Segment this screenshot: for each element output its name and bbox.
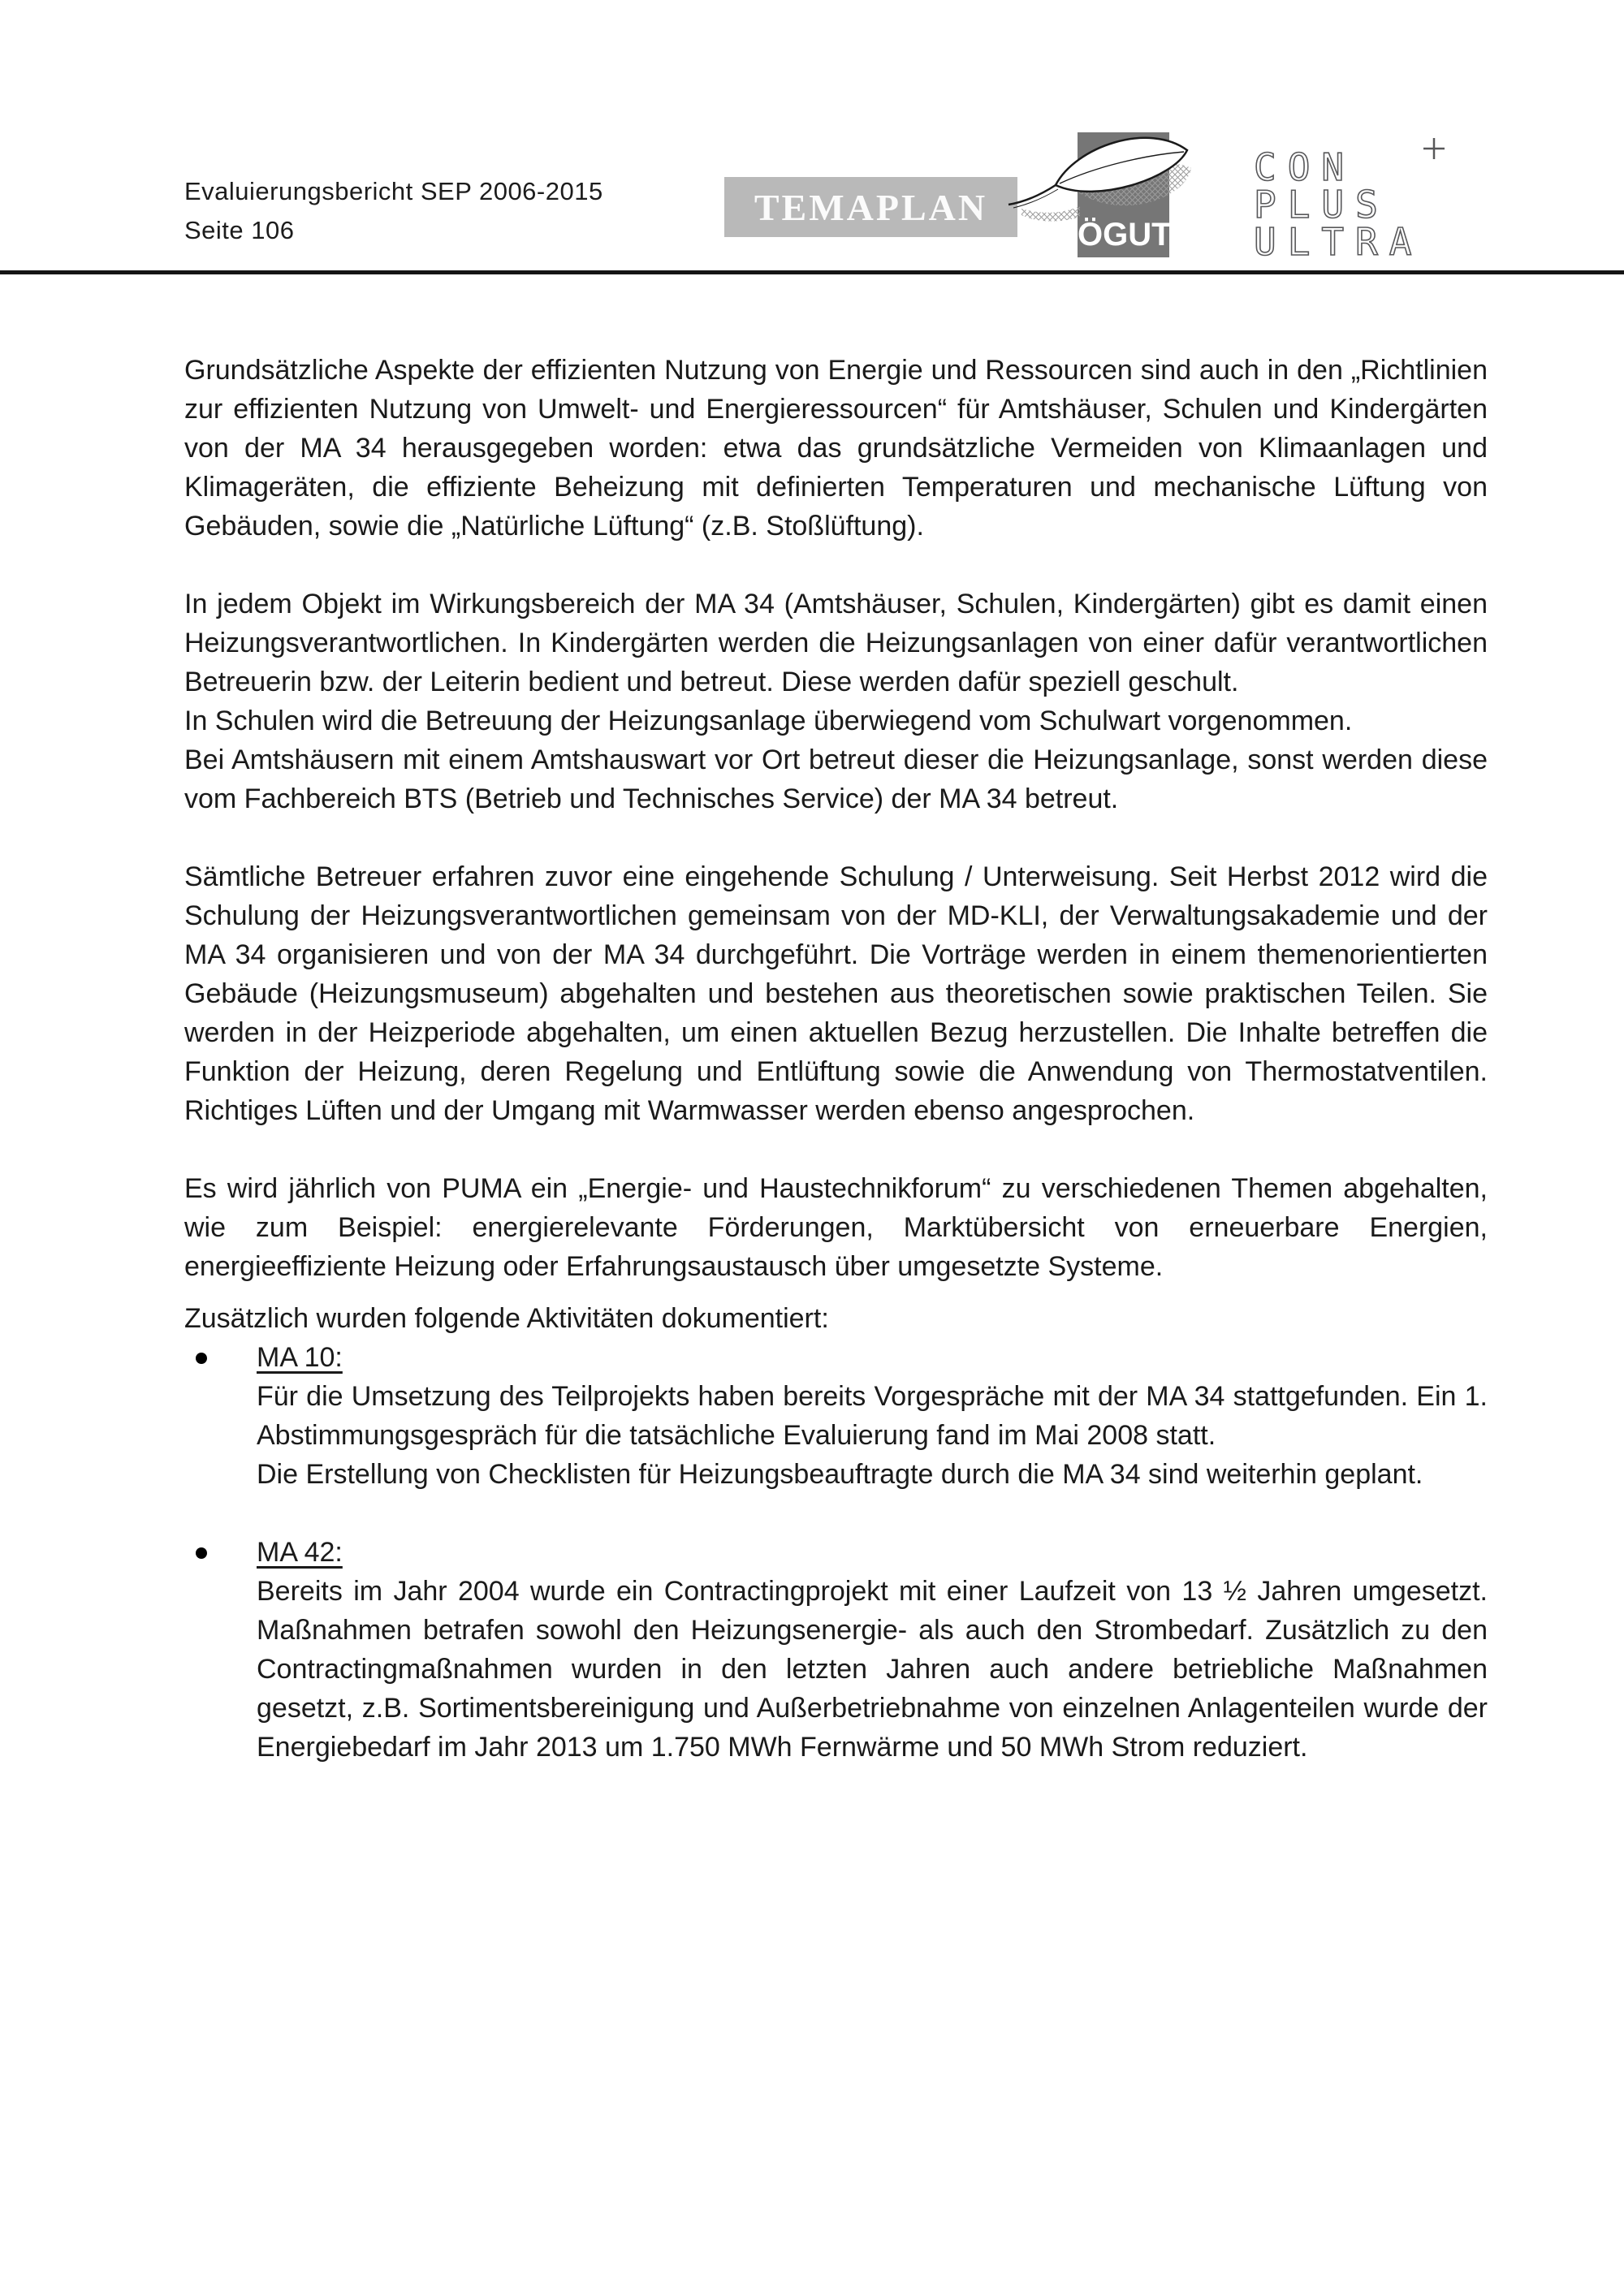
list-intro: [184, 1299, 1488, 1338]
list-item-label: MA 42:: [257, 1537, 343, 1568]
paragraph-group: [184, 857, 1488, 1130]
page-number: Seite 106: [184, 216, 295, 244]
paragraph: Grundsätzliche Aspekte der effizienten Nutzung von Energie und Ressourcen sind auch in den „Richtlinien zur effizienten Nutzung von Umwelt- und Energieressourcen“ für Amtshäuser, Schulen und Kindergärten von der MA 34 herausgegeben worden: etwa das grundsätzliche Vermeiden von Klimaanlagen und Klimageräten, die effiziente Beheizung mit definierten Temperaturen und mechanische Lüftung von Gebäuden, sowie die „Natürliche Lüftung“ (z.B. Stoßlüftung).: [184, 355, 1488, 542]
temaplan-logo: [724, 177, 1017, 237]
list-item-label: MA 10:: [257, 1342, 343, 1373]
temaplan-logo-text: TEMAPLAN: [754, 186, 988, 228]
paragraph: Die Erstellung von Checklisten für Heizungsbeauftragte durch die MA 34 sind weiterhin geplant.: [257, 1459, 1423, 1490]
conplusultra-line1: CON: [1254, 145, 1356, 189]
ogut-logo-text: ÖGUT: [1078, 217, 1172, 252]
conplusultra-logo: [1252, 136, 1463, 266]
leaf-icon: [999, 118, 1202, 248]
conplusultra-line3: ULTRA: [1254, 220, 1423, 264]
header-divider: [0, 270, 1624, 274]
paragraph: Für die Umsetzung des Teilprojekts haben bereits Vorgespräche mit der MA 34 stattgefunden. Ein 1. Abstimmungsgespräch für die tatsächliche Evaluierung fand im Mai 2008 statt.: [257, 1381, 1488, 1451]
plus-icon: [1423, 138, 1445, 159]
paragraph: Zusätzlich wurden folgende Aktivitäten dokumentiert:: [184, 1303, 829, 1334]
bullet-dot: [196, 1353, 207, 1364]
conplusultra-line2: PLUS: [1254, 183, 1389, 227]
paragraph: In jedem Objekt im Wirkungsbereich der MA 34 (Amtshäuser, Schulen, Kindergärten) gibt es damit einen Heizungsverantwortlichen. In Kindergärten werden die Heizungsanlagen von einer dafür verantwortlichen Betreuerin bzw. der Leiterin bedient und betreut. Diese werden dafür speziell geschult.: [184, 589, 1488, 697]
paragraph-group: [184, 585, 1488, 818]
list-item-ma10: [184, 1338, 1488, 1494]
report-title: Evaluierungsbericht SEP 2006-2015: [184, 177, 603, 205]
paragraph-group: [184, 351, 1488, 546]
paragraph-group: [184, 1169, 1488, 1286]
list-item-ma42: [184, 1533, 1488, 1767]
paragraph: Es wird jährlich von PUMA ein „Energie- und Haustechnikforum“ zu verschiedenen Themen abgehalten, wie zum Beispiel: energierelevante Förderungen, Marktübersicht von erneuerbare Energien, energieeffiziente Heizung oder Erfahrungsaustausch über umgesetzte Systeme.: [184, 1173, 1488, 1282]
page-header: [184, 172, 603, 250]
paragraph: In Schulen wird die Betreuung der Heizungsanlage überwiegend vom Schulwart vorgenommen.: [184, 706, 1353, 736]
paragraph: Bereits im Jahr 2004 wurde ein Contractingprojekt mit einer Laufzeit von 13 ½ Jahren umgesetzt. Maßnahmen betrafen sowohl den Heizungsenergie- als auch den Strombedarf. Zusätzlich zu den Contractingmaßnahmen wurden in den letzten Jahren auch andere betriebliche Maßnahmen gesetzt, z.B. Sortimentsbereinigung und Außerbetriebnahme von einzelnen Anlagenteilen wurde der Energiebedarf im Jahr 2013 um 1.750 MWh Fernwärme und 50 MWh Strom reduziert.: [257, 1576, 1488, 1763]
bullet-dot: [196, 1547, 207, 1559]
paragraph: Sämtliche Betreuer erfahren zuvor eine eingehende Schulung / Unterweisung. Seit Herbst 2012 wird die Schulung der Heizungsverantwortlichen gemeinsam von der MD-KLI, der Verwaltungsakademie und der MA 34 organisieren und von der MA 34 durchgeführt. Die Vorträge werden in einem themenorientierten Gebäude (Heizungsmuseum) abgehalten und bestehen aus theoretischen sowie praktischen Teilen. Sie werden in der Heizperiode abgehalten, um einen aktuellen Bezug herzustellen. Die Inhalte betreffen die Funktion der Heizung, deren Regelung und Entlüftung sowie die Anwendung von Thermostatventilen. Richtiges Lüften und der Umgang mit Warmwasser werden ebenso angesprochen.: [184, 861, 1488, 1126]
document-body: [184, 351, 1488, 1767]
paragraph: Bei Amtshäusern mit einem Amtshauswart vor Ort betreut dieser die Heizungsanlage, sonst werden diese vom Fachbereich BTS (Betrieb und Technisches Service) der MA 34 betreut.: [184, 744, 1488, 814]
